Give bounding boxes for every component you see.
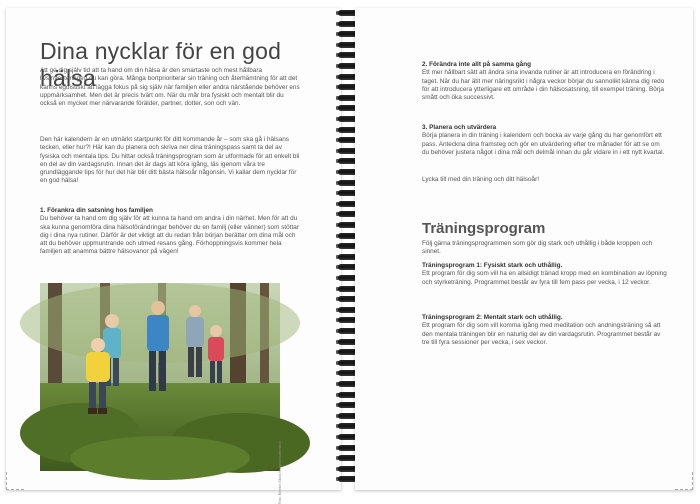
left-page [6,8,341,504]
intro-paragraph-2: Den här kalendern är en utmärkt startpunkt för ditt kommande år – som ska gå i hälsans tecken, eller hur?! Här kan du planera och skriva ner dina träningspass samt ta del av fysiska och mentala tips. Du hittar också träningsprogram som är utformade för att enkelt bli en del av din vardagsrutin. Innan det är dags att köra igång, läs igenom våra tre grundläggande tips för hur det här blir ditt bästa hälsoår någonsin. Vi kallar dem nycklar för en god hälsa! [40,136,300,185]
section-title: Träningsprogram [422,220,546,237]
closing-line: Lycka till med din träning och ditt hälsoår! [422,176,539,183]
key-3-section [422,124,667,157]
page-title: Dina nycklar för en god hälsa [40,38,282,91]
key-1-body: Du behöver ta hand om dig själv för att kunna ta hand om andra i din närhet. Men för att du ska kunna genomföra dina hälsoförändringar behöver du en familj (eller vänner) som stöttar dig i dina nya rutiner. Därför är det viktigt att du redan från början berättar om dina mål och att du behöver uppmuntrande och utmed resans gång. Förhoppningsvis kommer hela familjen att anamma bättre hälsovanor på vägen! [40,215,299,256]
program-2-section [422,314,667,347]
key-1-title: 1. Förankra din satsning hos familjen [40,207,153,214]
right-page [355,8,693,490]
program-1-title: Träningsprogram 1: Fysiskt stark och uthållig. [422,262,563,269]
key-3-body: Börja planera in din träning i kalendern och bocka av varje gång du har genomfört ett pass. Anteckna dina framsteg och gör en utvärdering efter tre månader för att se om du behöver justera något i dina mål och delmål innan du går vidare in i ett nytt kvartal. [422,132,665,156]
intro-paragraph-1: Att ge dig själv tid att ta hand om din hälsa är den smartaste och mest hållbara livsinvesteringen du kan göra. Många bortprioriterar sin träning och återhämtning för att det känns egoistiskt att lägga fokus på sig själv när familjen eller andra närstående behöver ens uppmärksamhet. Men det är precis tvärt om. När du mår bra fysiskt och mentalt blir du också en mycket mer närvarande förälder, partner, dotter, son och vän. [40,67,300,108]
key-2-title: 2. Förändra inte allt på samma gång [422,61,532,68]
page-corner-fold [675,472,693,490]
program-2-title: Träningsprogram 2: Mentalt stark och uthållig. [422,314,563,321]
key-2-body: Ett mer hållbart sätt att ändra sina invanda rutiner är att introducera en förändring i taget. När du har ätit mer näringsrikt i några veckor börjar du sannolikt känna dig redo för att introducera ytterligare ett område i din hälsosatsning, till exempel träning. Börja smått och öka successivt. [422,69,665,102]
photo-credit: Foto: Bomkin Stock Images/Shutterstock [278,441,282,504]
key-2-section [422,61,667,102]
key-3-title: 3. Planera och utvärdera [422,124,497,131]
key-1-section [40,207,300,257]
program-1-body: Ett program för dig som vill ha en allsidigt tränad kropp med en kombination av löpning och styrketräning. Programmet består av fyra till fem pass per vecka, i 12 veckor. [422,270,667,286]
forest-scene-image [40,283,280,471]
section-intro: Följ gärna träningsprogrammen som gör dig stark och uthållig i både kroppen och sinnet. [422,240,653,256]
program-1-section [422,262,667,287]
program-2-body: Ett program för dig som vill komma igång med meditation och andningsträning så att den mentala träningen blir en naturlig del av din vardagsrutin. Programmet består av tre till fyra sessioner per vecka, i sex veckor. [422,322,661,346]
page-corner-fold [6,472,24,490]
family-hiking-photo [40,283,282,504]
